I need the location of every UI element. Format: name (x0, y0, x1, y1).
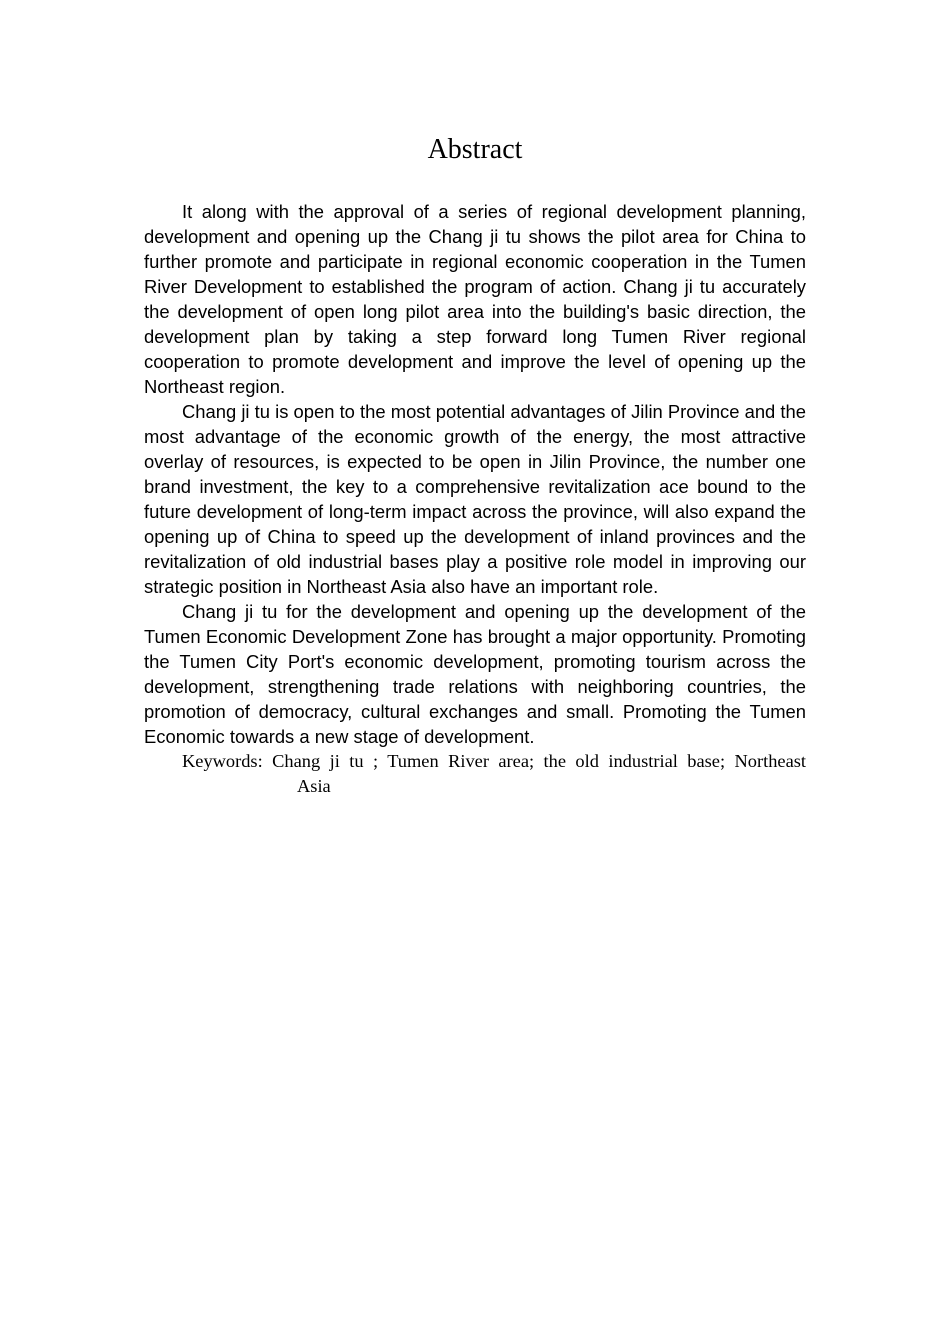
abstract-body (144, 199, 806, 799)
abstract-paragraph-3: Chang ji tu for the development and opening up the development of the Tumen Economic Development Zone has brought a major opportunity. Promoting the Tumen City Port's economic development, promoting tourism across the development, strengthening trade relations with neighboring countries, the promotion of democracy, cultural exchanges and small. Promoting the Tumen Economic towards a new stage of development. (144, 601, 806, 747)
abstract-paragraph-2: Chang ji tu is open to the most potential advantages of Jilin Province and the most advantage of the economic growth of the energy, the most attractive overlay of resources, is expected to be open in Jilin Province, the number one brand investment, the key to a comprehensive revitalization ace bound to the future development of long-term impact across the province, will also expand the opening up of China to speed up the development of inland provinces and the revitalization of old industrial bases play a positive role model in improving our strategic position in Northeast Asia also have an important role. (144, 401, 806, 597)
keywords-line-continued: Asia (297, 776, 331, 796)
abstract-paragraph-1: It along with the approval of a series of regional development planning, development and opening up the Chang ji tu shows the pilot area for China to further promote and participate in regional economic cooperation in the Tumen River Development to established the program of action. Chang ji tu accurately the development of open long pilot area into the building's basic direction, the development plan by taking a step forward long Tumen River regional cooperation to promote development and improve the level of opening up the Northeast region. (144, 201, 806, 397)
keywords-line: Keywords: Chang ji tu ; Tumen River area; the old industrial base; Northeast (182, 751, 806, 771)
page-title: Abstract (427, 134, 523, 165)
